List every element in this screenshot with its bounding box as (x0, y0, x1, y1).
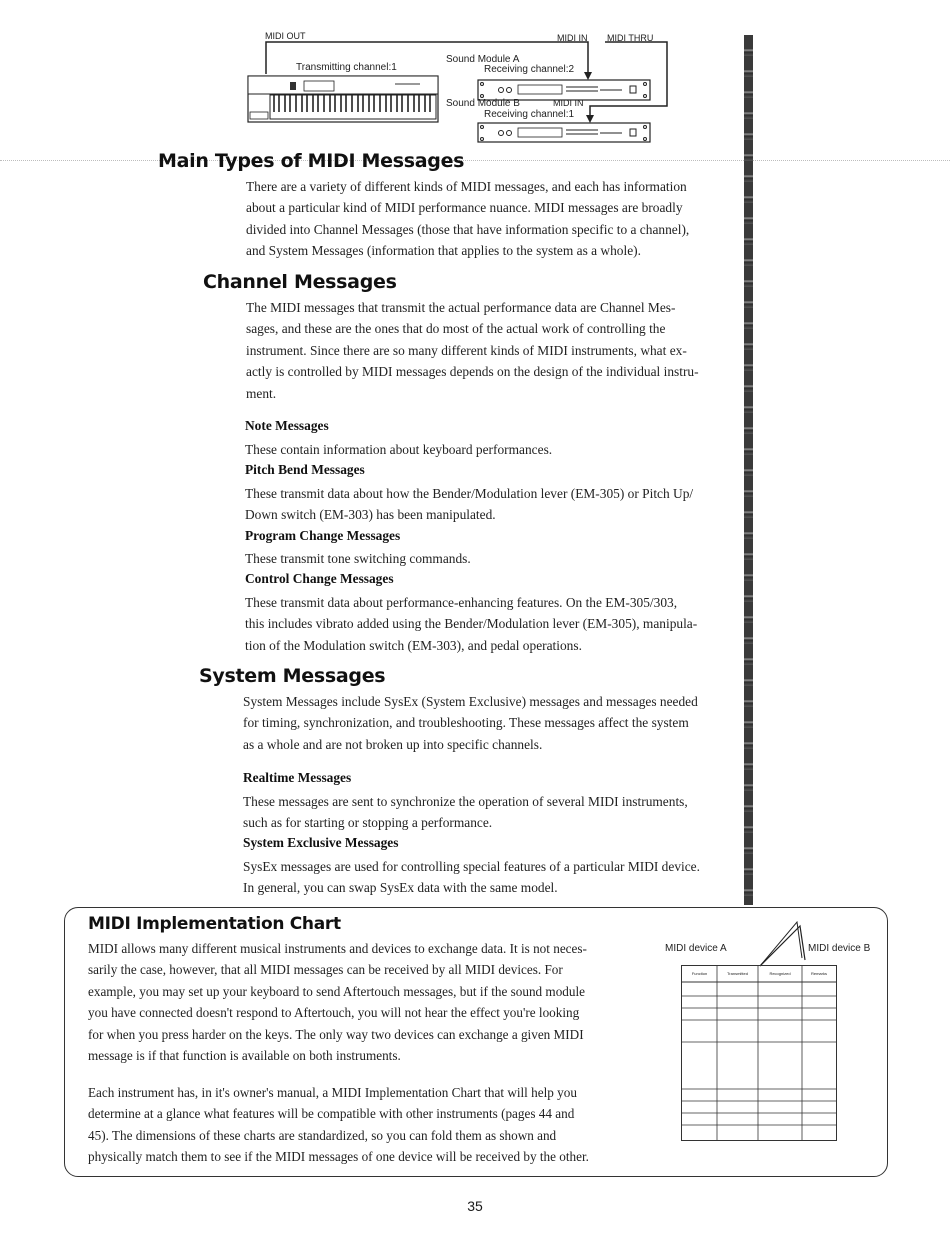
text-line: example, you may set up your keyboard to send Aftertouch messages, but if the sound module (88, 983, 585, 999)
midi-out-label: MIDI OUT (265, 31, 306, 41)
text-line: message is if that function is available on both instruments. (88, 1048, 401, 1064)
text-line: determine at a glance what features will be compatible with other instruments (pages 44 and (88, 1106, 575, 1122)
midi-thru-label: MIDI THRU (607, 33, 654, 43)
text-line: Down switch (EM-303) has been manipulated. (245, 507, 496, 523)
section-divider (0, 160, 950, 161)
table-header-transmitted: Transmitted (727, 971, 748, 976)
text-line: this includes vibrato added using the Bender/Modulation lever (EM-305), manipula- (245, 616, 698, 632)
sysex-messages-subheading: System Exclusive Messages (243, 835, 399, 850)
table-header-function: Function (691, 971, 708, 976)
text-line: In general, you can swap SysEx data with the same model. (243, 880, 558, 896)
transmitting-channel-label: Transmitting channel:1 (296, 62, 397, 73)
text-line: 45). The dimensions of these charts are standardized, so you can fold them as shown and (88, 1127, 557, 1143)
text-line: tion of the Modulation switch (EM-303), and pedal operations. (245, 637, 582, 653)
page-number: 35 (467, 1198, 483, 1214)
arrow-icon (586, 115, 594, 123)
text-line: physically match them to see if the MIDI messages of one device will be received by the other. (88, 1149, 589, 1165)
midi-in-label: MIDI IN (557, 33, 588, 43)
sound-module-b-illustration (478, 123, 650, 142)
channel-messages-heading: Channel Messages (203, 271, 397, 293)
receiving-channel-b-label: Receiving channel:1 (484, 109, 575, 120)
text-line: such as for starting or stopping a performance. (243, 815, 493, 831)
program-change-subheading: Program Change Messages (245, 528, 401, 543)
control-change-paragraph (245, 592, 697, 656)
text-line: actly is controlled by MIDI messages depends on the design of the individual instru- (246, 364, 699, 380)
midi-device-a-label: MIDI device A (665, 943, 727, 954)
text-line: System Messages include SysEx (System Exclusive) messages and messages needed (243, 694, 698, 709)
realtime-messages-paragraph (243, 791, 688, 834)
text-line: The MIDI messages that transmit the actual performance data are Channel Mes- (246, 300, 676, 315)
text-line: and System Messages (information that applies to the system as a whole). (246, 243, 641, 259)
text-line: for timing, synchronization, and troubleshooting. These messages affect the system (243, 715, 689, 731)
system-messages-heading: System Messages (199, 665, 386, 687)
mini-table-grid (682, 966, 836, 1140)
text-line: MIDI allows many different musical instruments and devices to exchange data. It is not neces- (88, 941, 587, 956)
implementation-chart-heading: MIDI Implementation Chart (88, 914, 341, 934)
text-line: There are a variety of different kinds of MIDI messages, and each has information (246, 179, 687, 194)
text-line: These transmit data about performance-enhancing features. On the EM-305/303, (245, 595, 678, 610)
implementation-paragraph-2 (88, 1082, 589, 1168)
realtime-messages-subheading: Realtime Messages (243, 770, 352, 785)
text-line: for when you press harder on the keys. The only way two devices can exchange a given MIDI (88, 1026, 584, 1042)
diagram-lines (0, 0, 950, 160)
binding-strip (744, 35, 753, 905)
text-line: divided into Channel Messages (those that have information specific to a channel), (246, 221, 690, 237)
text-line: Each instrument has, in it's owner's manual, a MIDI Implementation Chart that will help you (88, 1085, 577, 1100)
channel-messages-paragraph (246, 297, 699, 404)
sound-module-a-illustration (478, 80, 650, 100)
note-messages-subheading: Note Messages (245, 418, 329, 433)
text-line: as a whole and are not broken up into specific channels. (243, 736, 543, 752)
main-types-heading: Main Types of MIDI Messages (158, 150, 465, 172)
implementation-paragraph-1 (88, 938, 587, 1066)
system-messages-paragraph (243, 691, 698, 755)
pitch-bend-paragraph (245, 483, 693, 526)
receiving-channel-a-label: Receiving channel:2 (484, 64, 575, 75)
control-change-subheading: Control Change Messages (245, 571, 394, 586)
table-header-recognized: Recognized (769, 971, 791, 976)
note-messages-text: These contain information about keyboard performances. (245, 442, 553, 457)
keyboard-illustration (248, 76, 438, 122)
text-line: ment. (246, 385, 277, 401)
table-header-remarks: Remarks (810, 971, 827, 976)
pitch-bend-subheading: Pitch Bend Messages (245, 462, 365, 477)
sound-module-b-label: Sound Module B (446, 98, 520, 109)
text-line: sarily the case, however, that all MIDI messages can be received by all MIDI devices. For (88, 962, 563, 978)
text-line: instrument. Since there are so many different kinds of MIDI instruments, what ex- (246, 342, 687, 358)
sound-module-a-label: Sound Module A (446, 54, 520, 65)
midi-device-b-label: MIDI device B (808, 943, 871, 954)
text-line: you have connected doesn't respond to Aftertouch, you will not hear the effect you're looking (88, 1005, 580, 1021)
program-change-text: These transmit tone switching commands. (245, 551, 471, 566)
text-line: sages, and these are the ones that do most of the actual work of controlling the (246, 321, 666, 337)
text-line: These transmit data about how the Bender/Modulation lever (EM-305) or Pitch Up/ (245, 486, 694, 501)
mini-implementation-table (681, 965, 837, 1141)
midi-in-b-label: MIDI IN (553, 98, 584, 108)
text-line: These messages are sent to synchronize the operation of several MIDI instruments, (243, 794, 688, 809)
sysex-messages-paragraph (243, 856, 700, 899)
text-line: about a particular kind of MIDI performance nuance. MIDI messages are broadly (246, 200, 683, 216)
text-line: SysEx messages are used for controlling special features of a particular MIDI device. (243, 859, 700, 874)
arrow-icon (584, 72, 592, 80)
main-types-paragraph (246, 176, 689, 262)
